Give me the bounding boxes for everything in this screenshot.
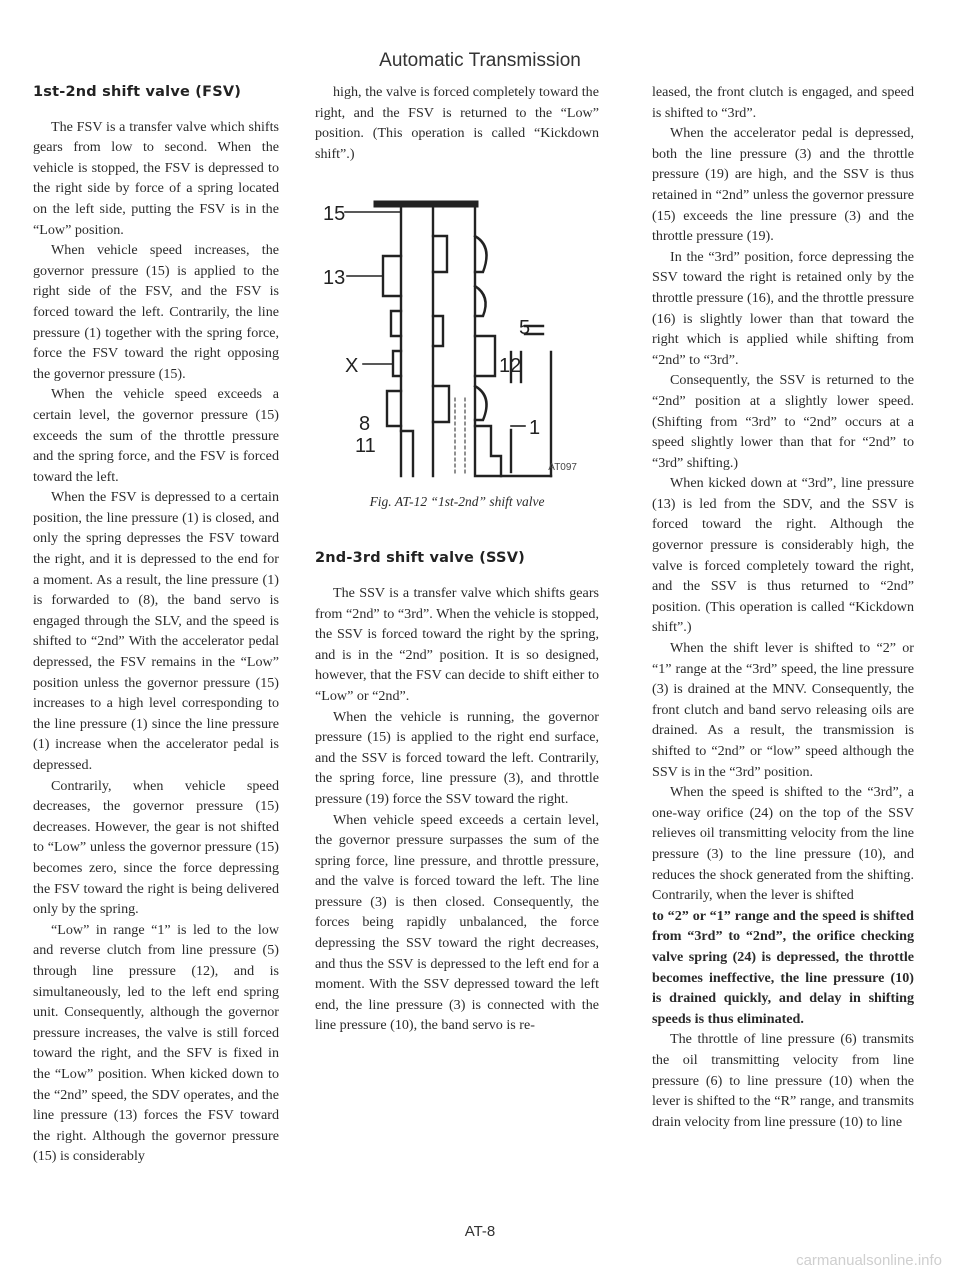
label-12: 12 bbox=[499, 355, 522, 378]
paragraph: When vehicle speed increases, the governor pressure (15) is applied to the right side of the FSV, and the FSV is forced toward the left. Contrarily, the line pressure (1) together with the spring force, force the FSV toward the right opposing the governor pressure (15). bbox=[33, 242, 279, 382]
paragraph: Contrarily, when vehicle speed decreases, the governor pressure (15) decreases. However, the gear is not shifted to “Low” unless the governor pressure (15) becomes zero, since the force depressing the FSV toward the right is being delivered only by the spring. bbox=[33, 777, 279, 918]
label-8: 8 bbox=[359, 413, 371, 436]
figure-shift-valve bbox=[315, 176, 599, 522]
column-middle bbox=[315, 82, 599, 1036]
paragraph: leased, the front clutch is engaged, and speed is shifted to “3rd”. bbox=[652, 84, 914, 121]
page-number: AT-8 bbox=[464, 1223, 496, 1240]
paragraph: When the speed is shifted to the “3rd”, a one-way orifice (24) on the top of the SSV relieves oil transmitting velocity from the line pressure (3) to the line pressure (10), and reduces the shock generated from the shifting. Contrarily, when the lever is shifted bbox=[652, 784, 914, 904]
paragraph: The throttle of line pressure (6) transmits the oil transmitting velocity from line pressure (6) to line pressure (10) when the lever is shifted to the “R” range, and transmits drain velocity from line pressure (10) to line bbox=[652, 1031, 914, 1130]
paragraph: When the shift lever is shifted to “2” or “1” range at the “3rd” speed, the line pressure (3) is drained at the MNV. Consequently, the front clutch and band servo releasing oils are drained. As a result, the transmission is shifted to “2nd” or “low” speed although the SSV is in the “3rd” position. bbox=[652, 640, 914, 780]
paragraph: high, the valve is forced completely toward the right, and the FSV is returned to the “Low” position. (This operation is called “Kickdown shift”.) bbox=[315, 84, 599, 162]
paragraph: Consequently, the SSV is returned to the “2nd” position at a slightly lower speed. (Shifting from “3rd” to “2nd” occurs at a speed slightly lower than that for “2nd” to “3rd” shifting.) bbox=[652, 372, 914, 471]
label-15: 15 bbox=[323, 203, 346, 226]
figure-caption: Fig. AT-12 “1st-2nd” shift valve bbox=[369, 494, 545, 510]
page-header: Automatic Transmission bbox=[379, 50, 581, 71]
label-13: 13 bbox=[323, 267, 346, 290]
paragraph: When the vehicle is running, the governor pressure (15) is applied to the right end surface, and the SSV is forced toward the left. Contrarily, the spring force, line pressure (3), and throttle pressure (19) force the SSV toward the right. bbox=[315, 708, 599, 807]
paragraph: When vehicle speed exceeds a certain level, the governor pressure surpasses the sum of the spring force, line pressure, and throttle pressure, and the valve is forced toward the left. The line pressure (3) is then closed. Consequently, the forces being rapidly unbalanced, the force depressing the SSV toward the right decreases, and thus the SSV is depressed to the left end for a moment. With the SSV depressed toward the left end, the line pressure (3) is connected with the line pressure (10), the band servo is re- bbox=[315, 811, 599, 1034]
paragraph: The FSV is a transfer valve which shifts gears from low to second. When the vehicle is stopped, the FSV is depressed to the right side by force of a spring located on the left side, putting the FSV is in the “Low” position. bbox=[33, 118, 279, 238]
paragraph: In the “3rd” position, force depressing the SSV toward the right is retained only by the throttle pressure (16), and the throttle pressure (16) is slightly lower than that toward the right which is applied while shifting from “2nd” to “3rd”. bbox=[652, 248, 914, 368]
label-1: 1 bbox=[529, 417, 541, 440]
column-left bbox=[33, 82, 279, 1167]
column-right bbox=[652, 82, 914, 1132]
paragraph: When the vehicle speed exceeds a certain level, the governor pressure (15) exceeds the sum of the throttle pressure and the spring force, and the FSV is forced toward the left. bbox=[33, 386, 279, 485]
label-5: 5 bbox=[519, 317, 531, 340]
paragraph: When the accelerator pedal is depressed, both the line pressure (3) and the throttle pressure (19) are high, and the SSV is thus retained in “2nd” unless the governor pressure (15) exceeds the line pressure (3) and the throttle pressure (19). bbox=[652, 125, 914, 245]
paragraph: When the FSV is depressed to a certain position, the line pressure (1) is closed, and only the spring depresses the FSV toward the right, and it is depressed to the end for a moment. As a result, the line pressure (1) is forwarded to (8), the band servo is engaged through the SLV, and the speed is shifted to “2nd” With the accelerator pedal depressed, the FSV remains in the “Low” position unless the governor pressure (15) increases to a high level corresponding to the line pressure (1) since the line pressure (1) increase when the accelerator pedal is depressed. bbox=[33, 489, 279, 773]
watermark: carmanualsonline.info bbox=[796, 1252, 942, 1269]
figure-id: AT097 bbox=[548, 462, 577, 474]
paragraph: “Low” in range “1” is led to the low and reverse clutch from line pressure (5) through line pressure (12), and is simultaneously, led to the left end spring unit. Consequently, although the governor pressure increases, the valve is still forced toward the right, and the SFV is fixed in the “Low” position. When kicked down to the “2nd” speed, the SDV operates, and the line pressure (13) forces the FSV toward the right. Although the governor pressure (15) is considerably bbox=[33, 921, 279, 1165]
section-title-fsv: 1st-2nd shift valve (FSV) bbox=[33, 84, 242, 100]
section-title-ssv: 2nd-3rd shift valve (SSV) bbox=[315, 550, 525, 567]
paragraph: When kicked down at “3rd”, line pressure (13) is led from the SDV, and the SSV is forced toward the right. Although the governor pressure is considerably high, the valve is forced completely toward the right, and the SSV is thus returned to “2nd” position. (This operation is called “Kickdown shift”.) bbox=[652, 475, 914, 636]
paragraph: The SSV is a transfer valve which shifts gears from “2nd” to “3rd”. When the vehicle is stopped, the SSV is forced toward the right by the spring, and is in the “2nd” position. It is so designed, however, that the FSV can decide to shift either to “Low” or “2nd”. bbox=[315, 584, 599, 704]
paragraph-bold: to “2” or “1” range and the speed is shifted from “3rd” to “2nd”, the orifice checking valve spring (24) is depressed, the throttle becomes ineffective, the line pressure (10) is drained quickly, and delay in shifting speeds is thus eliminated. bbox=[652, 907, 914, 1027]
label-x: X bbox=[345, 355, 359, 378]
label-11: 11 bbox=[355, 435, 376, 458]
